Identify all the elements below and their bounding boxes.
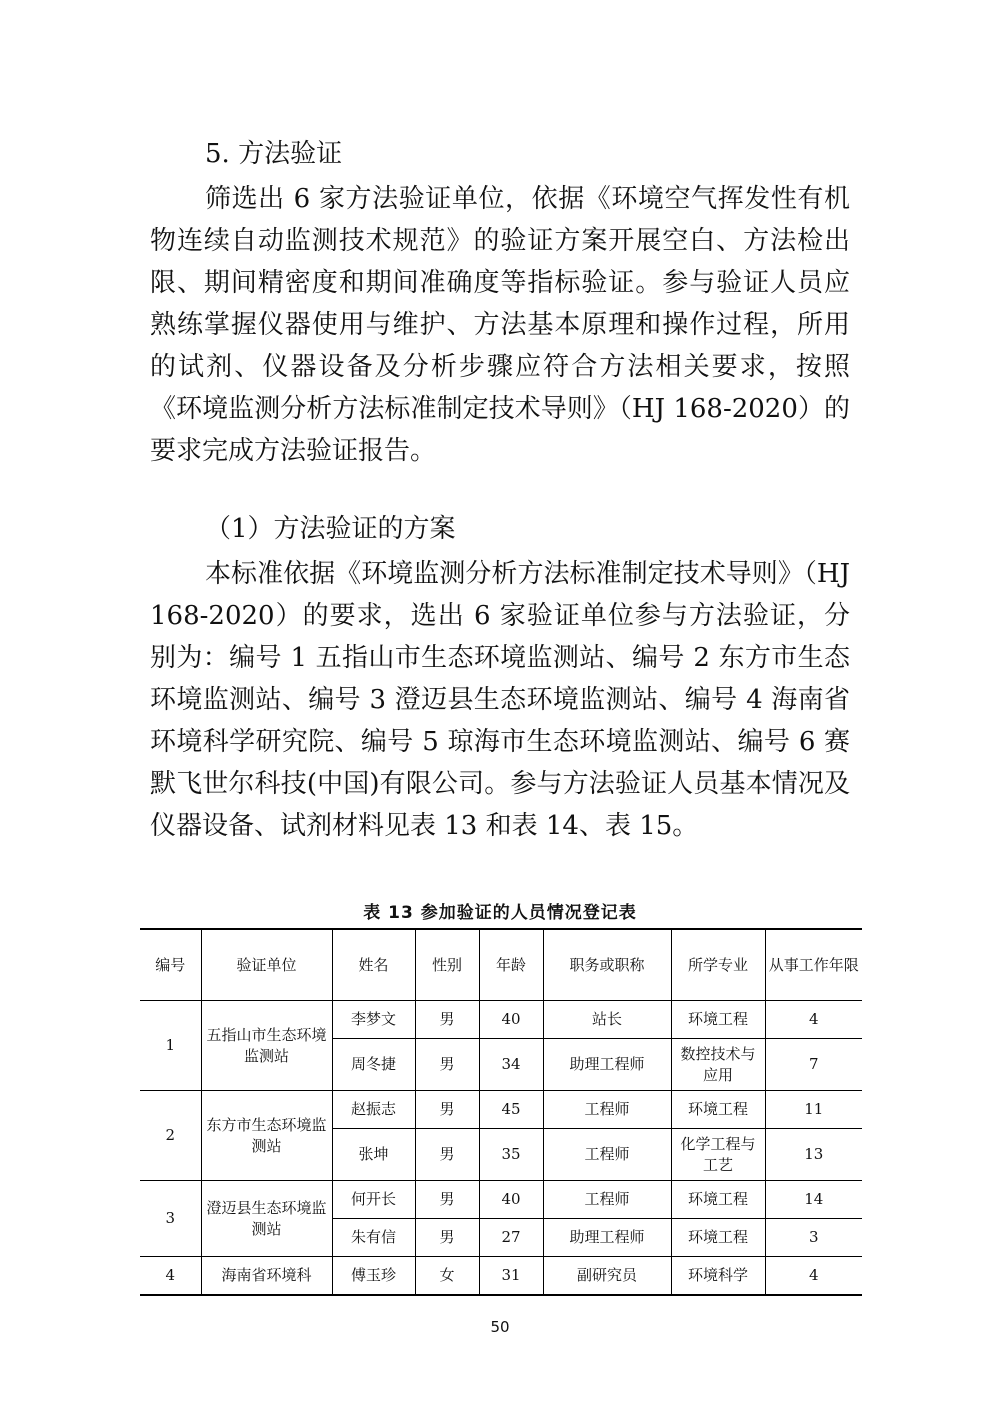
group-unit: 五指山市生态环境监测站 (201, 1001, 332, 1091)
cell-gender: 男 (415, 1091, 479, 1129)
table-caption: 表 13 参加验证的人员情况登记表 (363, 903, 637, 923)
cell-name: 周冬捷 (332, 1039, 415, 1091)
header-cell: 编号 (140, 929, 201, 1001)
cell-years: 4 (765, 1001, 862, 1039)
section-heading: 5. 方法验证 (205, 139, 343, 169)
cell-title: 工程师 (543, 1091, 671, 1129)
cell-major: 环境工程 (671, 1219, 765, 1257)
subheading-validation-plan: （1）方法验证的方案 (205, 514, 456, 544)
cell-gender: 男 (415, 1219, 479, 1257)
personnel-table (140, 928, 862, 1296)
cell-gender: 男 (415, 1181, 479, 1219)
cell-name: 张坤 (332, 1129, 415, 1181)
cell-title: 副研究员 (543, 1257, 671, 1295)
cell-age: 27 (479, 1219, 543, 1257)
cell-age: 31 (479, 1257, 543, 1295)
header-cell: 年龄 (479, 929, 543, 1001)
table-row (140, 1257, 862, 1295)
cell-years: 7 (765, 1039, 862, 1091)
group-id: 2 (140, 1091, 201, 1181)
cell-name: 赵振志 (332, 1091, 415, 1129)
cell-gender: 男 (415, 1039, 479, 1091)
cell-major: 环境工程 (671, 1091, 765, 1129)
cell-age: 40 (479, 1001, 543, 1039)
cell-major: 环境工程 (671, 1001, 765, 1039)
cell-title: 助理工程师 (543, 1219, 671, 1257)
cell-years: 4 (765, 1257, 862, 1295)
cell-age: 45 (479, 1091, 543, 1129)
cell-name: 何开长 (332, 1181, 415, 1219)
cell-major: 环境科学 (671, 1257, 765, 1295)
cell-title: 站长 (543, 1001, 671, 1039)
cell-major: 数控技术与应用 (671, 1039, 765, 1091)
cell-gender: 女 (415, 1257, 479, 1295)
group-id: 1 (140, 1001, 201, 1091)
cell-years: 11 (765, 1091, 862, 1129)
cell-years: 14 (765, 1181, 862, 1219)
cell-name: 傅玉珍 (332, 1257, 415, 1295)
cell-years: 13 (765, 1129, 862, 1181)
group-unit: 东方市生态环境监测站 (201, 1091, 332, 1181)
paragraph-validation-units: 本标准依据《环境监测分析方法标准制定技术导则》（HJ 168-2020）的要求，选出 6 家验证单位参与方法验证，分别为：编号 1 五指山市生态环境监测站、编号 2 东方市生态环境监测站、编号 3 澄迈县生态环境监测站、编号 4 海南省环境科学研究院、编号 5 琼海市生态环境监测站、编号 6 赛默飞世尔科技(中国)有限公司。参与方法验证人员基本情况及仪器设备、试剂材料见表 13 和表 14、表 15。 (150, 559, 850, 841)
header-cell: 从事工作年限 (765, 929, 862, 1001)
cell-major: 环境工程 (671, 1181, 765, 1219)
paragraph-method-validation: 筛选出 6 家方法验证单位，依据《环境空气挥发性有机物连续自动监测技术规范》的验证方案开展空白、方法检出限、期间精密度和期间准确度等指标验证。参与验证人员应熟练掌握仪器使用与维护、方法基本原理和操作过程，所用的试剂、仪器设备及分析步骤应符合方法相关要求，按照《环境监测分析方法标准制定技术导则》（HJ 168-2020）的要求完成方法验证报告。 (150, 184, 850, 466)
cell-gender: 男 (415, 1129, 479, 1181)
cell-major: 化学工程与工艺 (671, 1129, 765, 1181)
cell-years: 3 (765, 1219, 862, 1257)
header-cell: 职务或职称 (543, 929, 671, 1001)
page-number: 50 (490, 1318, 510, 1336)
cell-name: 朱有信 (332, 1219, 415, 1257)
cell-gender: 男 (415, 1001, 479, 1039)
cell-name: 李梦文 (332, 1001, 415, 1039)
group-unit: 海南省环境科 (201, 1257, 332, 1295)
header-cell: 姓名 (332, 929, 415, 1001)
group-unit: 澄迈县生态环境监测站 (201, 1181, 332, 1257)
table-row (140, 1001, 862, 1039)
group-id: 4 (140, 1257, 201, 1295)
header-cell: 性别 (415, 929, 479, 1001)
header-cell: 所学专业 (671, 929, 765, 1001)
group-id: 3 (140, 1181, 201, 1257)
cell-title: 工程师 (543, 1181, 671, 1219)
cell-age: 34 (479, 1039, 543, 1091)
cell-age: 40 (479, 1181, 543, 1219)
header-cell: 验证单位 (201, 929, 332, 1001)
cell-title: 工程师 (543, 1129, 671, 1181)
table-row (140, 1181, 862, 1219)
cell-age: 35 (479, 1129, 543, 1181)
cell-title: 助理工程师 (543, 1039, 671, 1091)
table-row (140, 1091, 862, 1129)
table-header-row (140, 929, 862, 1001)
